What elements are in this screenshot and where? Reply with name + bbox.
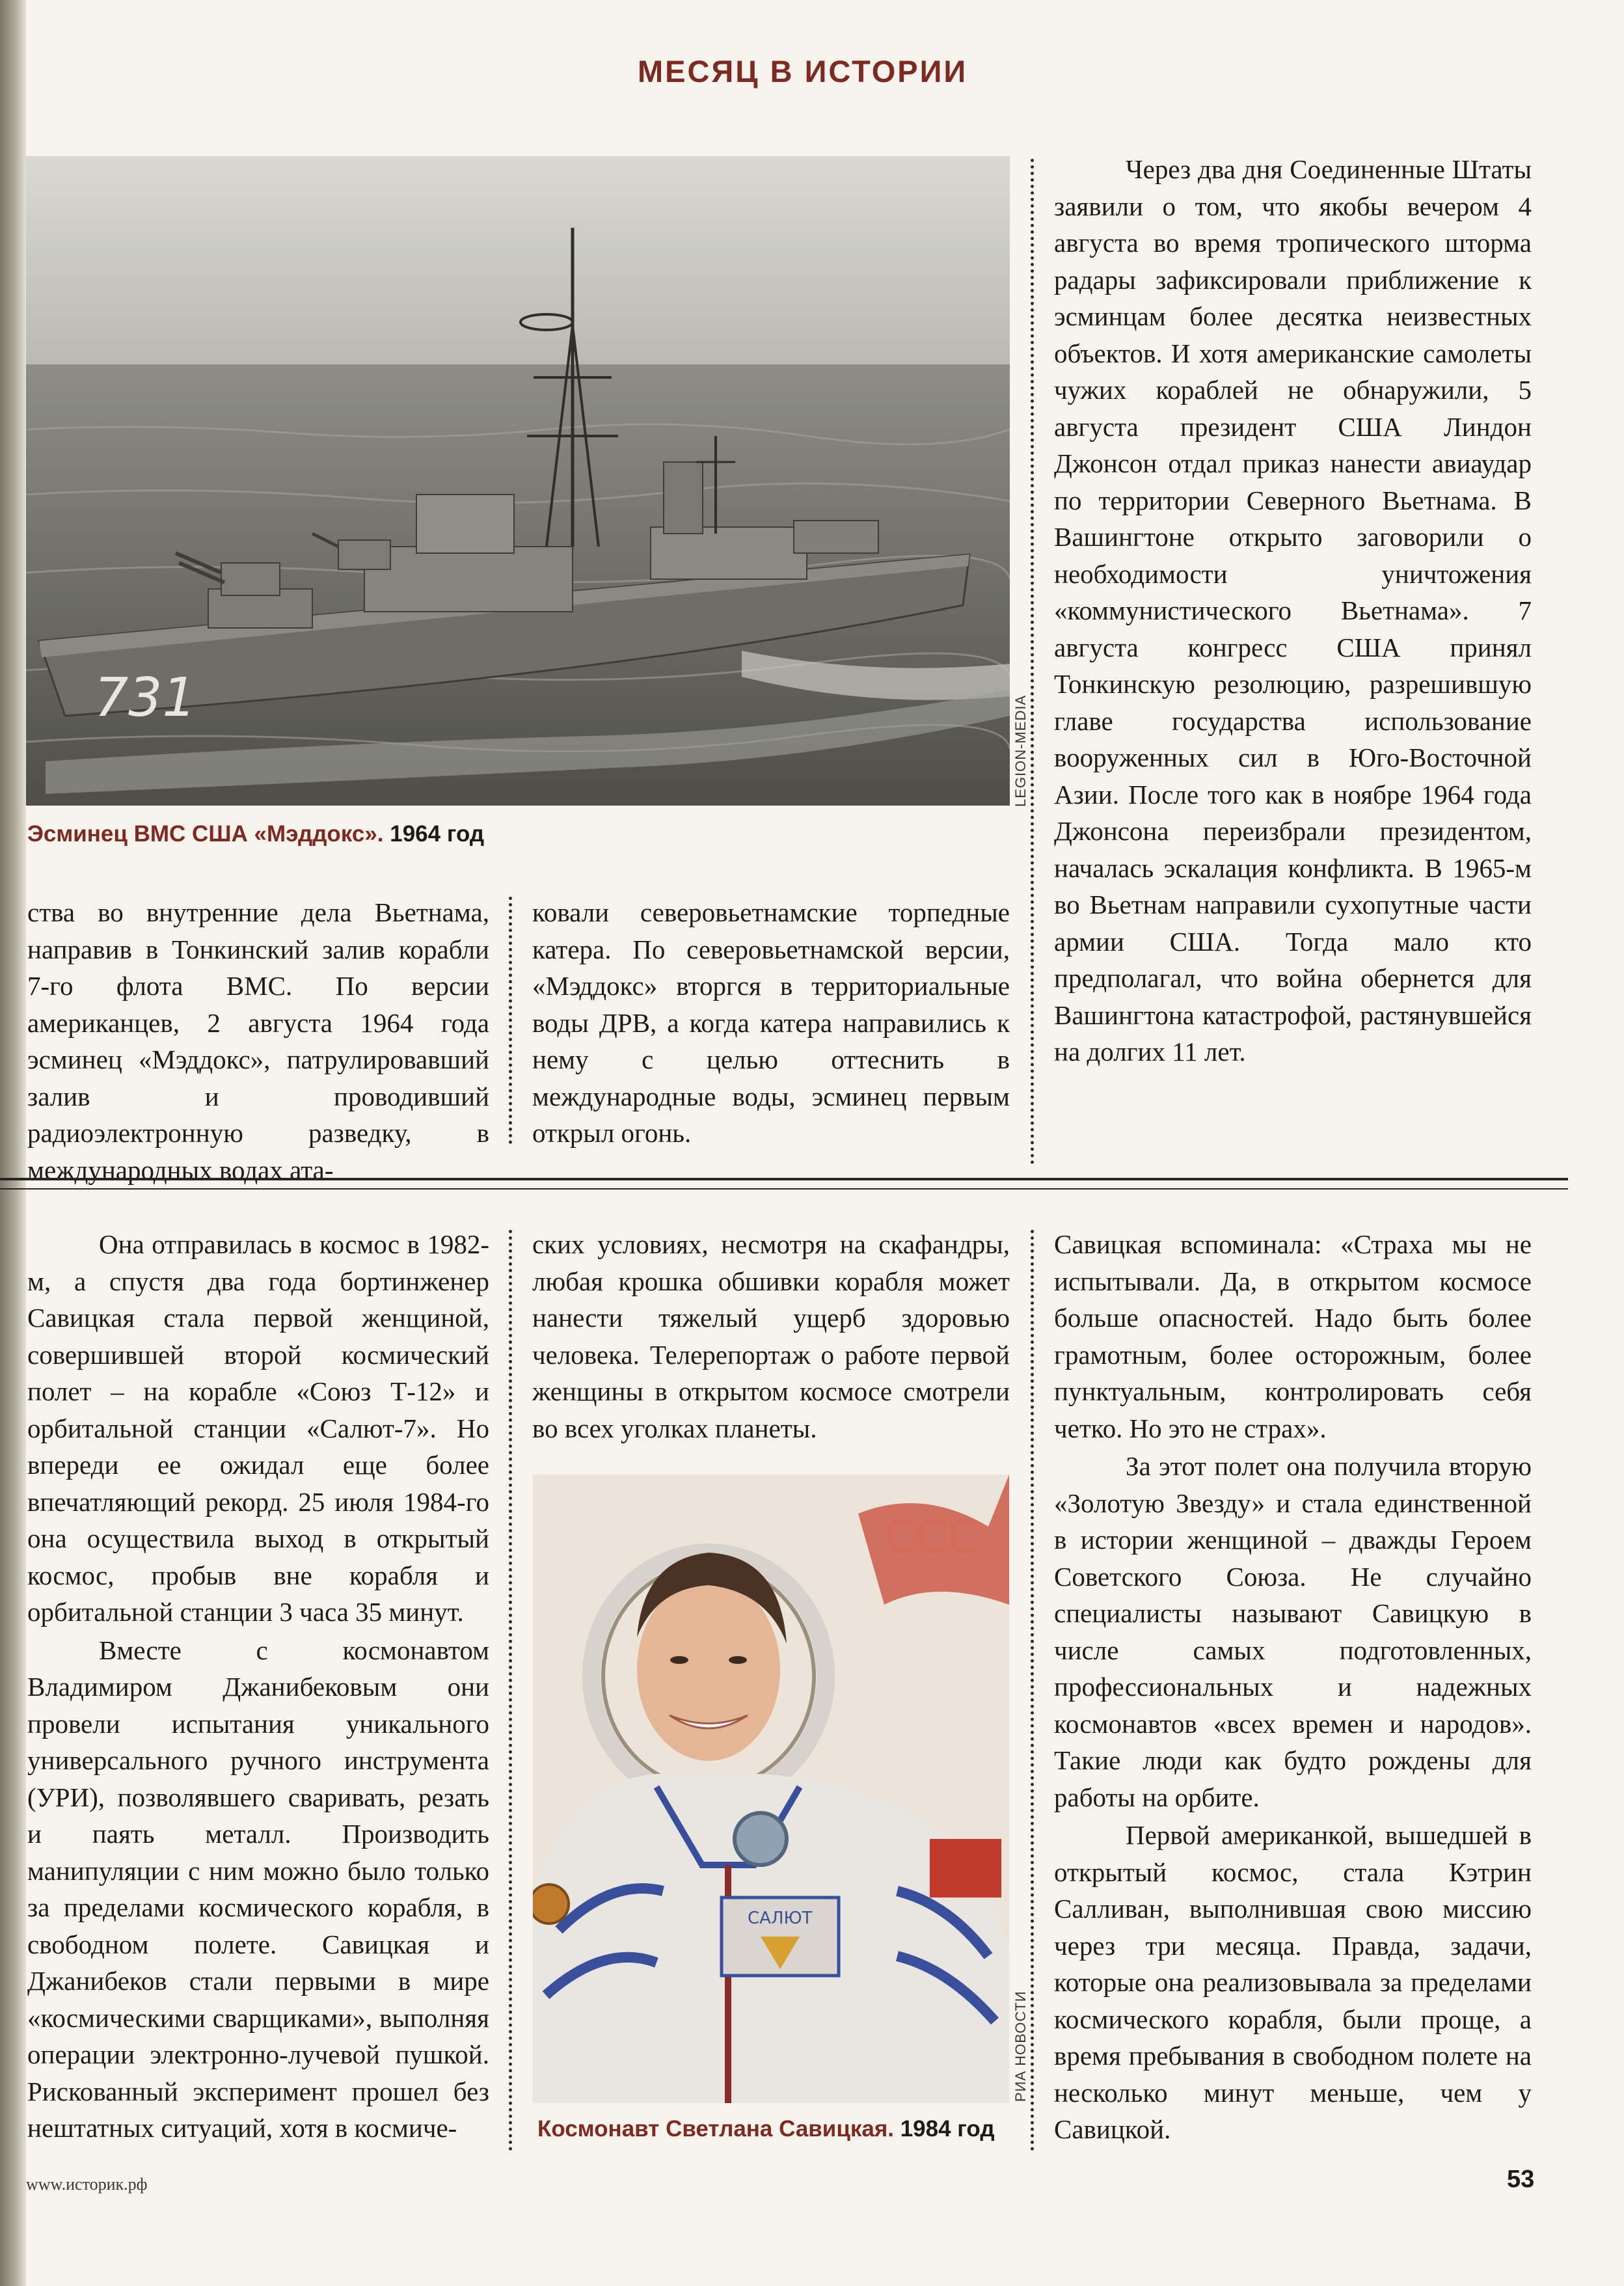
wall-letters: ССС bbox=[884, 1510, 980, 1564]
column-divider-dots-right bbox=[1031, 159, 1034, 1165]
ship-photo-caption bbox=[27, 821, 484, 847]
top-right-paragraph: Через два дня Соединенные Штаты заявили о том, что якобы вечером 4 августа во время тропического шторма радары зафиксировали приближение к эсминцам более десятка неизвестных объектов. И хотя американские самолеты чужих кораблей не обнаружили, 5 августа президент США Линдон Джонсон отдал приказ нанести авиаудар по территории Северного Вьетнама. В Вашингтоне открыто заговорили о необходимости уничтожения «коммунистического Вьетнама». 7 августа конгресс США принял Тонкинскую резолюцию, разрешившую главе государства использование вооруженных сил в Юго-Восточной Азии. После того как в ноябре 1964 года Джонсона переизбрали президентом, началась эскалация конфликта. В 1965-м во Вьетнам направили сухопутные части армии США. Тогда мало кто предполагал, что война обернется для Вашингтона катастрофой, растянувшейся на долгих 11 лет. bbox=[1054, 154, 1532, 1067]
cosmonaut-illustration bbox=[533, 1475, 1009, 2103]
column-divider-dots-bottom-right bbox=[1031, 1230, 1034, 2151]
ship-photo-credit: LEGION-MEDIA bbox=[1012, 694, 1029, 807]
top-middle-paragraph: ковали северовьетнамские торпедные катера. По северовьетнамской версии, «Мэддокс» вторгся в территориальные воды ДРВ, а когда катера направились к нему с целью оттеснить в международные воды, эсминец первым открыл огонь. bbox=[532, 897, 1010, 1148]
footer-url: www.историк.рф bbox=[26, 2175, 148, 2194]
top-column-left bbox=[27, 894, 489, 1188]
page-spine-shadow bbox=[0, 0, 26, 2286]
cosmonaut-photo-caption bbox=[537, 2116, 995, 2142]
bottom-column-left bbox=[27, 1226, 489, 2147]
top-column-middle bbox=[532, 894, 1010, 1152]
top-column-right bbox=[1054, 151, 1532, 1070]
cosmonaut-photo bbox=[533, 1475, 1009, 2103]
section-title: МЕСЯЦ В ИСТОРИИ bbox=[638, 54, 968, 88]
bottom-middle-paragraph: ских условиях, несмотря на скафандры, любая крошка обшивки корабля может нанести тяжелый ущерб здоровью человека. Телерепортаж о работе первой женщины в открытом космосе смотрели во всех уголках планеты. bbox=[532, 1229, 1010, 1443]
ship-caption-title: Эсминец ВМС США «Мэддокс». bbox=[27, 821, 384, 847]
page-number: 53 bbox=[1507, 2166, 1535, 2193]
bottom-left-paragraph-2: Вместе с космонавтом Владимиром Джанибековым они провели испытания уникального универсального ручного инструмента (УРИ), позволявшего сваривать, резать и паять металл. Производить манипуляции с ним можно было только за пределами космического корабля, в свободном полете. Савицкая и Джанибеков стали первыми в мире «космическими сварщиками», выполняя операции электронно-лучевой пушкой. Рискованный эксперимент прошел без нештатных ситуаций, хотя в космиче- bbox=[27, 1635, 489, 2143]
suit-label: САЛЮТ bbox=[748, 1909, 813, 1928]
bottom-right-paragraph-1: Савицкая вспоминала: «Страха мы не испытывали. Да, в открытом космосе больше опасностей. Надо быть более грамотным, более осторожным, более пунктуальным, контролировать себя четко. Но это не страх». bbox=[1054, 1229, 1532, 1443]
ship-photo bbox=[26, 156, 1010, 806]
hull-number: 731 bbox=[94, 667, 196, 729]
top-left-paragraph: ства во внутренние дела Вьетнама, направив в Тонкинский залив корабли 7-го флота ВМС. По версии американцев, 2 августа 1964 года эсминец «Мэддокс», патрулировавший залив и проводивший радиоэлектронную разведку, в международных водах ата- bbox=[27, 897, 489, 1185]
cosmonaut-caption-year: 1984 год bbox=[893, 2116, 995, 2142]
article-separator-rule bbox=[0, 1178, 1568, 1190]
column-divider-dots bbox=[509, 897, 512, 1144]
bottom-left-paragraph-1: Она отправилась в космос в 1982-м, а спустя два года бортинженер Савицкая стала первой женщиной, совершившей второй космический полет – на корабле «Союз Т-12» и орбитальной станции «Салют-7». Но впереди ее ожидал еще более впечатляющий рекорд. 25 июля 1984-го она осуществила выход в открытый космос, пробыв вне корабля и орбитальной станции 3 часа 35 минут. bbox=[27, 1229, 489, 1627]
bottom-right-paragraph-2: За этот полет она получила вторую «Золотую Звезду» и стала единственной в истории женщиной – дважды Героем Советского Союза. Не случайно специалисты называют Савицкую в числе самых подготовленных, профессиональных и надежных космонавтов «всех времен и народов». Такие люди как будто рождены для работы на орбите. bbox=[1054, 1451, 1532, 1812]
bottom-column-right bbox=[1054, 1226, 1532, 2148]
destroyer-illustration bbox=[26, 156, 1010, 806]
bottom-right-paragraph-3: Первой американкой, вышедшей в открытый космос, стала Кэтрин Салливан, выполнившая свою миссию через три месяца. Правда, задачи, которые она реализовывала за пределами космического корабля, были проще, а время пребывания в свободном полете на несколько минут меньше, чем у Савицкой. bbox=[1054, 1820, 1532, 2144]
column-divider-dots-bottom bbox=[509, 1230, 512, 2151]
cosmonaut-photo-credit: РИА НОВОСТИ bbox=[1012, 1991, 1029, 2102]
bottom-column-middle bbox=[532, 1226, 1010, 1447]
cosmonaut-caption-title: Космонавт Светлана Савицкая. bbox=[537, 2116, 894, 2142]
ship-caption-year: 1964 год bbox=[383, 821, 485, 847]
